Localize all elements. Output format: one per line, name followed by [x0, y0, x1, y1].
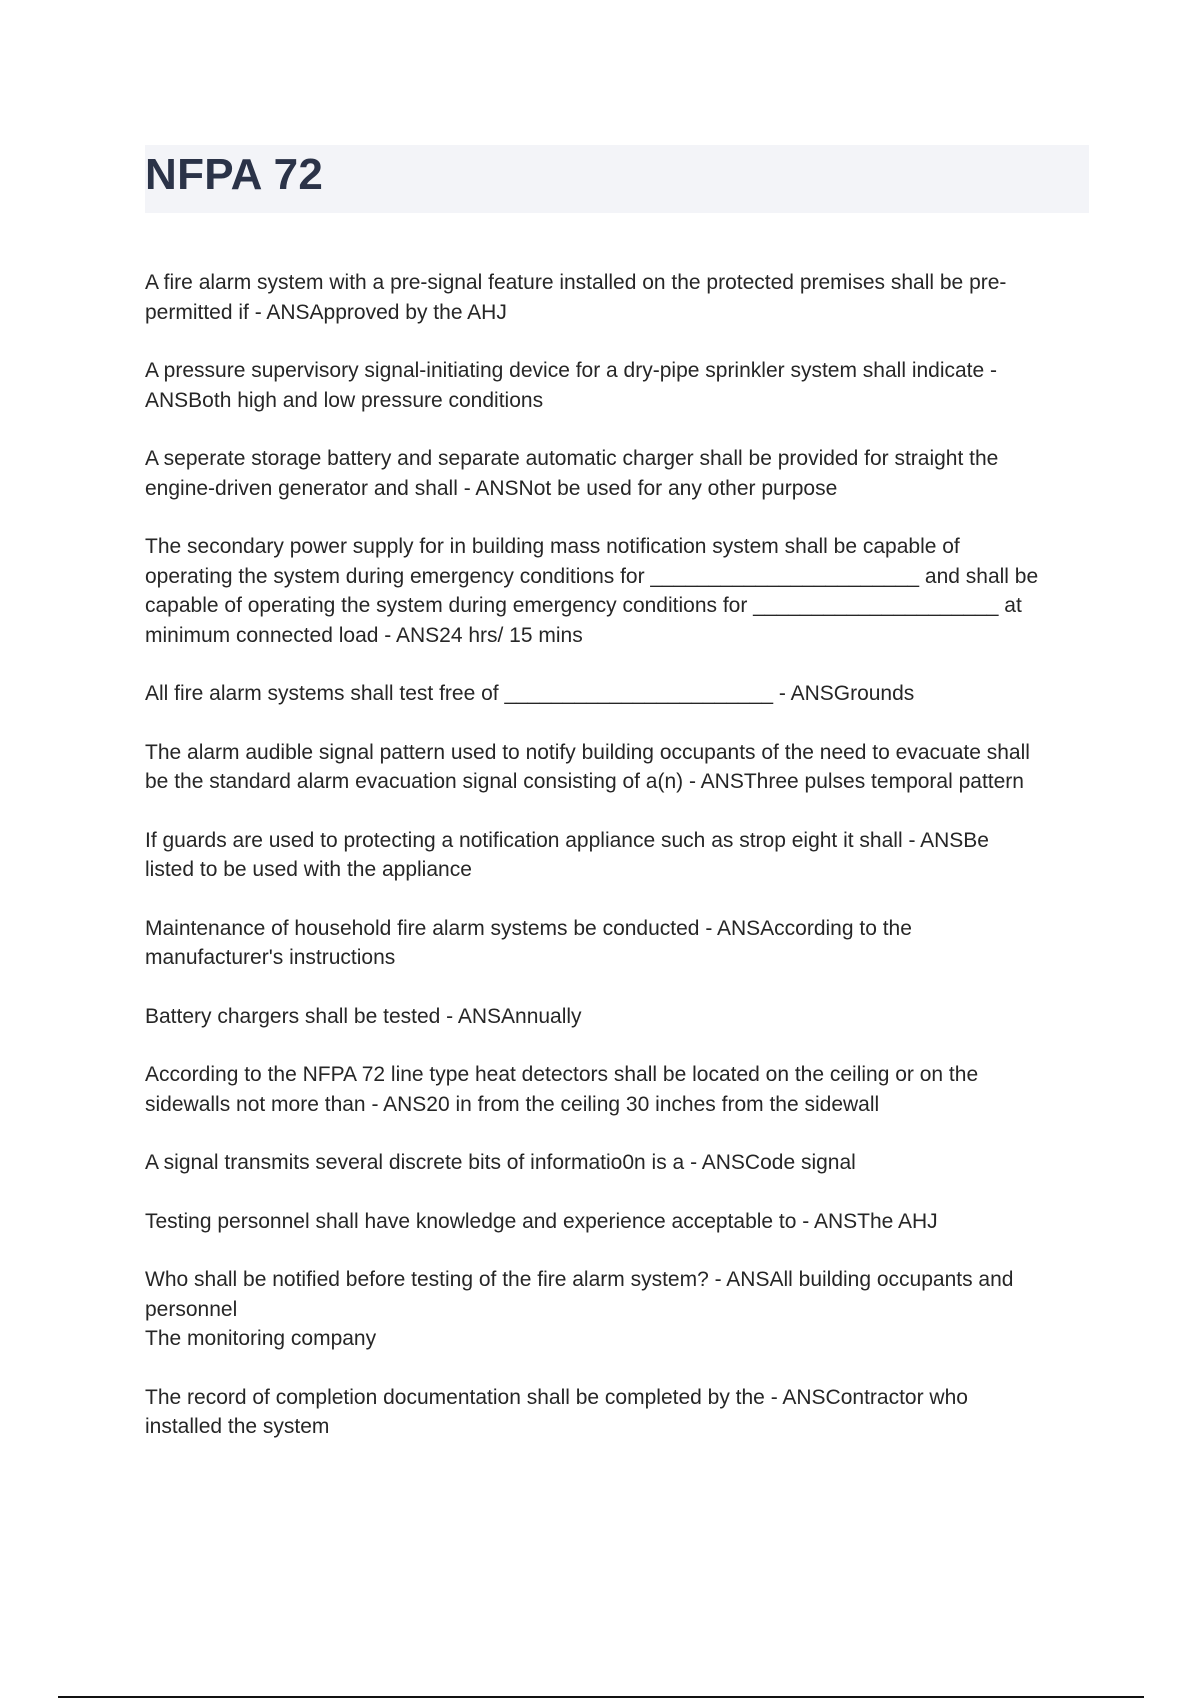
qa-list — [145, 268, 1090, 1471]
qa-item: A pressure supervisory signal-initiating device for a dry-pipe sprinkler system shall indicate - ANSBoth high and low pressure conditions — [145, 359, 998, 412]
qa-item: Maintenance of household fire alarm systems be conducted - ANSAccording to the manufacturer's instructions — [145, 916, 912, 969]
title-band — [145, 145, 1089, 213]
qa-item: The alarm audible signal pattern used to notify building occupants of the need to evacuate shall be the standard alarm evacuation signal consisting of a(n) - ANSThree pulses temporal pattern — [145, 740, 1030, 793]
qa-item: According to the NFPA 72 line type heat detectors shall be located on the ceiling or on the sidewalls not more than - ANS20 in from the ceiling 30 inches from the sidewall — [145, 1063, 979, 1116]
qa-item: A seperate storage battery and separate automatic charger shall be provided for straight the engine-driven generator and shall - ANSNot be used for any other purpose — [145, 447, 999, 500]
qa-item: All fire alarm systems shall test free of _______________________ - ANSGrounds — [145, 682, 915, 705]
page-title: NFPA 72 — [145, 150, 324, 199]
qa-item: Who shall be notified before testing of the fire alarm system? - ANSAll building occupants and personnel The monitoring company — [145, 1268, 1014, 1350]
qa-item: The secondary power supply for in building mass notification system shall be capable of operating the system during emergency conditions for _______________________ and shall be capable of operating the system during emergency conditions for _____________________ at minimum connected load - ANS24 hrs/ 15 mins — [145, 535, 1039, 647]
qa-item: A signal transmits several discrete bits of informatio0n is a - ANSCode signal — [145, 1151, 856, 1174]
qa-item: If guards are used to protecting a notification appliance such as strop eight it shall - ANSBe listed to be used with the appliance — [145, 828, 989, 881]
footer-rule — [58, 1696, 1144, 1698]
qa-item: Battery chargers shall be tested - ANSAnnually — [145, 1004, 582, 1028]
qa-item: A fire alarm system with a pre-signal feature installed on the protected premises shall be pre- permitted if - ANSApproved by the AHJ — [145, 271, 1007, 324]
qa-item: Testing personnel shall have knowledge and experience acceptable to - ANSThe AHJ — [145, 1209, 938, 1233]
qa-item: The record of completion documentation shall be completed by the - ANSContractor who installed the system — [145, 1385, 968, 1438]
